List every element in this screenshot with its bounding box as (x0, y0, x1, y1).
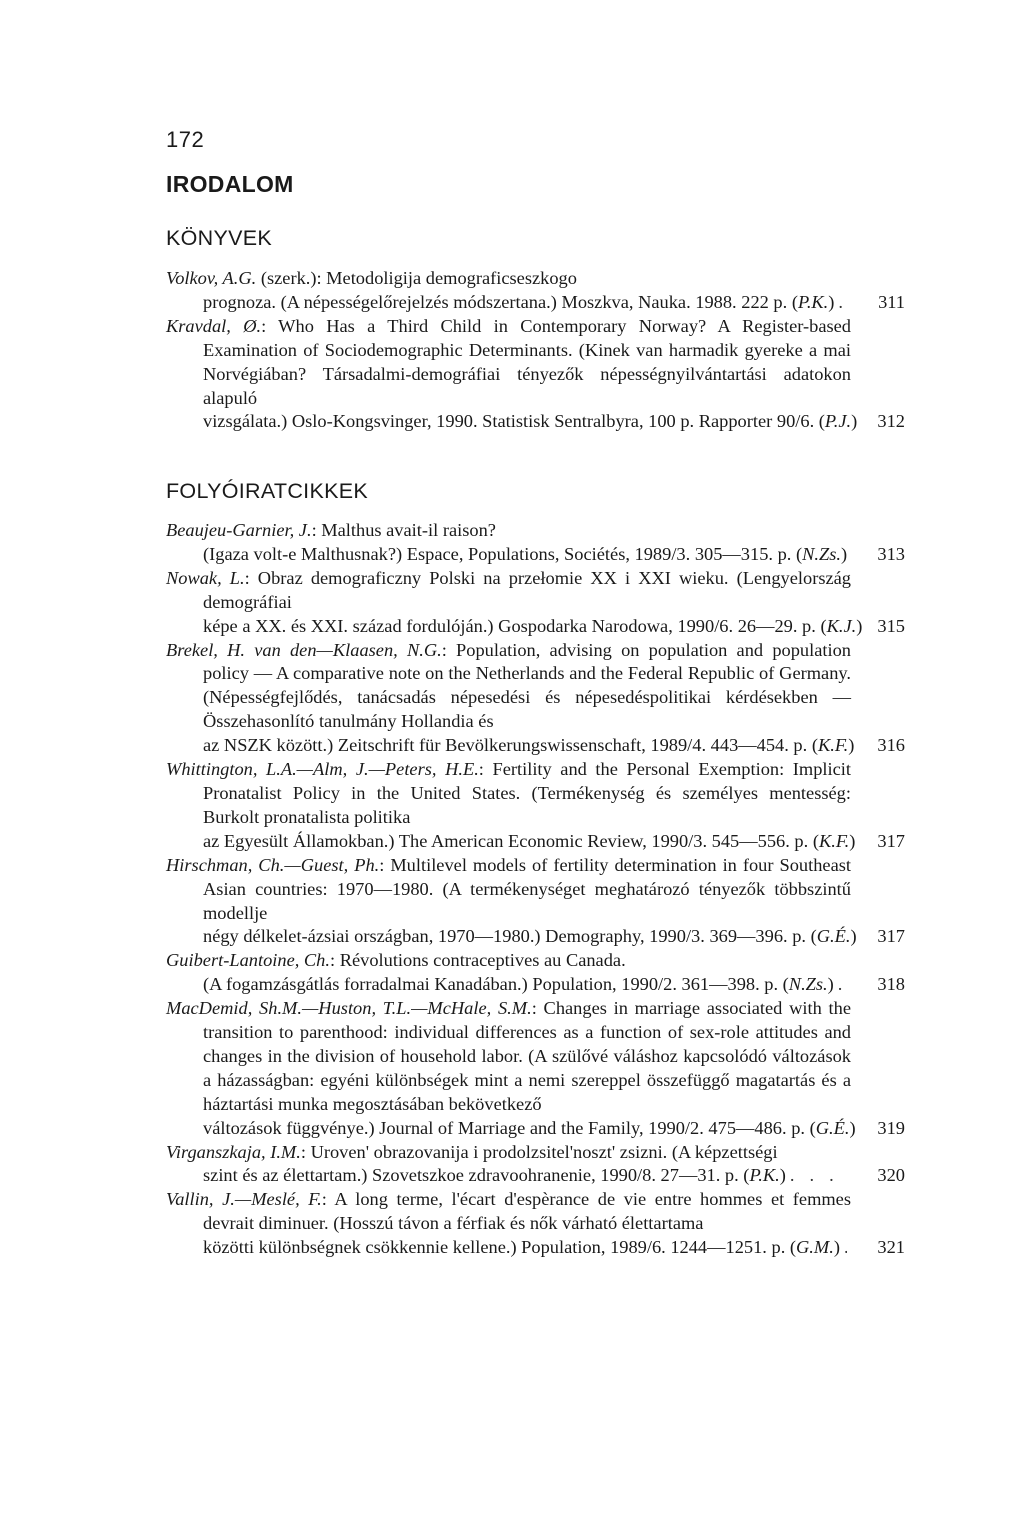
entry-initials: P.J. (824, 411, 852, 432)
entry-ref-number: 311 (878, 291, 905, 312)
entry-last-text: négy délkelet-ázsiai országban, 1970—1980.) Demography, 1990/3. 369—396. p. (G.É.) (203, 926, 857, 947)
entry-initials: K.F. (817, 735, 849, 756)
entry-text: : Multilevel models of fertility determination in four Southeast Asian countries: 1970—1980. (A termékenységet meghatározó tényezők többszintű modellje (203, 854, 851, 923)
bibliography-entry (166, 315, 905, 435)
entry-last-line (203, 615, 863, 639)
entry-last-line (203, 543, 851, 567)
entry-author: MacDemid, Sh.M.—Huston, T.L.—McHale, S.M. (166, 998, 532, 1019)
entry-body (166, 1188, 851, 1236)
entry-body (166, 315, 851, 411)
bibliography-entry (166, 567, 905, 639)
entry-last-text: vizsgálata.) Oslo-Kongsvinger, 1990. Statistisk Sentralbyra, 100 p. Rapporter 90/6. (P.J.) (203, 411, 858, 432)
entry-text: : Révolutions contraceptives au Canada. (329, 950, 626, 971)
entry-last-line (203, 734, 855, 758)
entry-text: : A long terme, l'écart d'espèrance de vie entre hommes et femmes devrait diminuer. (Hosszú távon a férfiak és nők várható élettartama (203, 1189, 851, 1234)
entry-last-line (203, 1164, 851, 1188)
dot-leader (790, 1164, 847, 1188)
entry-author: Guibert-Lantoine, Ch. (166, 950, 330, 971)
entry-initials: G.M. (796, 1237, 834, 1258)
entry-close-paren: ) (850, 926, 857, 947)
entry-close-paren: ) (851, 411, 858, 432)
entry-initials: K.F. (818, 830, 850, 851)
dot-leader (838, 291, 847, 315)
entry-close-paren: ) (848, 735, 855, 756)
entry-text: : Fertility and the Personal Exemption: Implicit Pronatalist Policy in the United States. (Termékenység és személyes mentesség: Burkolt pronatalista politika (203, 759, 851, 827)
entry-body (166, 997, 851, 1117)
entry-last-line (203, 1117, 856, 1141)
bibliography-entry (166, 639, 905, 759)
articles-list (166, 519, 905, 1260)
entry-author: Volkov, A.G. (166, 268, 257, 288)
entry-text: : Obraz demograficzny Polski na przełomie XX i XXI wieku. (Lengyelország demográfiai (203, 567, 851, 612)
entry-initials: G.É. (816, 926, 851, 947)
entry-ref-number: 317 (877, 926, 905, 947)
entry-author: Vallin, J.—Meslé, F. (166, 1189, 322, 1210)
entry-close-paren: ) (828, 291, 835, 312)
entry-body (166, 949, 851, 973)
bibliography-entry (166, 854, 905, 950)
entry-body (166, 854, 851, 926)
dot-leader (838, 973, 847, 997)
entry-text: : Who Has a Third Child in Contemporary Norway? A Register-based Examination of Sociodemographic Determinants. (Kinek van harmadik gyereke a mai Norvégiában? Társadalmi-demográfiai tényezők népességnyilvántartási adatokon alapuló (203, 315, 851, 408)
entry-ref-number: 315 (877, 615, 905, 636)
entry-last-text: szint és az élettartam.) Szovetszkoe zdravoohranenie, 1990/8. 27—31. p. (P.K.) (203, 1165, 786, 1186)
entry-ref-number: 313 (877, 543, 905, 564)
entry-last-text: képe a XX. és XXI. század fordulóján.) Gospodarka Narodowa, 1990/6. 26—29. p. (K.J.) (203, 615, 863, 636)
entry-body (166, 267, 851, 291)
entry-last-line (203, 291, 851, 315)
entry-ref-number: 319 (877, 1117, 905, 1138)
entry-ref-number: 317 (877, 830, 905, 851)
entry-last-line (203, 830, 856, 854)
entry-close-paren: ) (827, 974, 834, 995)
entry-ref-number: 316 (877, 735, 905, 756)
entry-author: Beaujeu-Garnier, J. (166, 520, 312, 540)
entry-body (166, 1141, 851, 1165)
bibliography-entry (166, 1188, 905, 1260)
entry-body (166, 758, 851, 830)
entry-text: : Population, advising on population and population policy — A comparative note on the Netherlands and the Federal Republic of Germany. (Népességfejlődés, tanácsadás népesedési és népesedéspolitikai kérdésekben — Összehasonlító tanulmány Hollandia és (203, 639, 851, 732)
entry-initials: P.K. (797, 291, 829, 312)
entry-body (166, 639, 851, 735)
entry-ref-number: 320 (877, 1165, 905, 1186)
entry-author: Kravdal, Ø. (166, 315, 262, 336)
entry-last-line (203, 410, 858, 434)
bibliography-entry (166, 1141, 905, 1189)
books-section-heading: KÖNYVEK (166, 226, 273, 250)
entry-last-text: változások függvénye.) Journal of Marriage and the Family, 1990/2. 475—486. p. (G.É.) (203, 1117, 856, 1138)
entry-close-paren: ) (849, 1117, 856, 1138)
entry-last-text: prognoza. (A népességelőrejelzés módszertana.) Moszkva, Nauka. 1988. 222 p. (P.K.) (203, 291, 835, 312)
bibliography-entry (166, 519, 905, 567)
entry-author: Whittington, L.A.—Alm, J.—Peters, H.E. (166, 759, 479, 780)
bibliography-entry (166, 267, 905, 315)
entry-close-paren: ) (849, 830, 856, 851)
entry-body (166, 567, 851, 615)
articles-section-heading: FOLYÓIRATCIKKEK (166, 479, 369, 503)
entry-text: : Malthus avait-il raison? (311, 520, 496, 540)
entry-initials: K.J. (826, 615, 857, 636)
entry-text: (szerk.): Metodoligija demograficseszkogo (256, 268, 577, 288)
books-list (166, 267, 905, 434)
bibliography-entry (166, 949, 905, 997)
entry-initials: P.K. (749, 1165, 780, 1186)
main-heading: IRODALOM (166, 171, 294, 197)
entry-author: Virganszkaja, I.M. (166, 1141, 301, 1162)
entry-close-paren: ) (840, 543, 848, 564)
entry-author: Brekel, H. van den—Klaasen, N.G. (166, 639, 442, 660)
entry-initials: N.Zs. (802, 543, 841, 564)
entry-ref-number: 321 (877, 1237, 905, 1258)
entry-close-paren: ) (833, 1237, 840, 1258)
dot-leader (844, 1236, 847, 1260)
bibliography-entry (166, 997, 905, 1140)
entry-text: : Uroven' obrazovanija i prodolzsitel'noszt' zsizni. (A képzettségi (300, 1141, 778, 1162)
entry-last-text: az Egyesült Államokban.) The American Economic Review, 1990/3. 545—556. p. (K.F.) (203, 830, 856, 851)
page-number: 172 (166, 127, 205, 152)
entry-last-text: (A fogamzásgátlás forradalmai Kanadában.) Population, 1990/2. 361—398. p. (N.Zs.) (203, 974, 834, 995)
entry-last-line (203, 973, 851, 997)
entry-author: Hirschman, Ch.—Guest, Ph. (166, 854, 380, 875)
entry-text: : Changes in marriage associated with the transition to parenthood: individual differences as a function of sex-role attitudes and changes in the division of household labor. (A szülővé váláshoz kapcsolódó változások a házasságban: egyéni különbségek mint a nemi szereppel összefüggő magatartás és a háztartási munka megosztásában bekövetkező (203, 998, 851, 1114)
entry-last-line (203, 1236, 851, 1260)
entry-last-text: (Igaza volt-e Malthusnak?) Espace, Populations, Sociétés, 1989/3. 305—315. p. (N.Zs.) (203, 543, 848, 564)
entry-ref-number: 312 (877, 411, 905, 432)
entry-last-text: közötti különbségnek csökkennie kellene.) Population, 1989/6. 1244—1251. p. (G.M.) (203, 1237, 840, 1258)
entry-ref-number: 318 (877, 974, 905, 995)
entry-last-line (203, 925, 857, 949)
entry-last-text: az NSZK között.) Zeitschrift für Bevölkerungswissenschaft, 1989/4. 443—454. p. (K.F.) (203, 735, 855, 756)
bibliography-entry (166, 758, 905, 854)
entry-initials: G.É. (815, 1117, 850, 1138)
entry-close-paren: ) (779, 1165, 786, 1186)
entry-body (166, 519, 851, 543)
entry-author: Nowak, L. (166, 567, 245, 588)
entry-close-paren: ) (856, 615, 863, 636)
entry-initials: N.Zs. (788, 974, 828, 995)
